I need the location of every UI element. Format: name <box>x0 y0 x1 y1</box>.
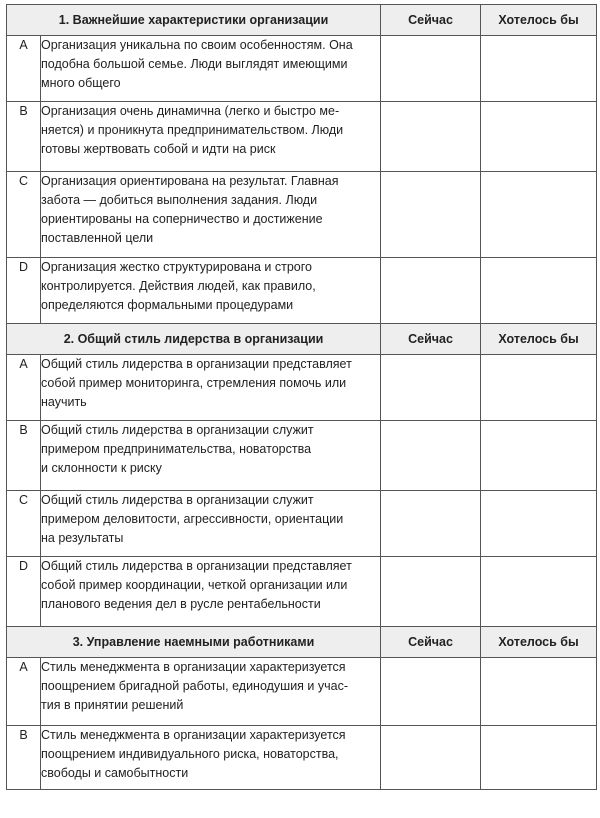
score-now-cell[interactable] <box>381 726 481 790</box>
score-now-cell[interactable] <box>381 172 481 258</box>
statement-row <box>7 172 597 258</box>
score-desired-cell[interactable] <box>481 658 597 726</box>
option-letter: B <box>7 421 41 491</box>
statement-line: поставленной цели <box>41 231 154 245</box>
statement-text <box>41 258 381 324</box>
score-desired-cell[interactable] <box>481 36 597 102</box>
statement-line: планового ведения дел в русле рентабельности <box>41 597 321 611</box>
statement-row <box>7 726 597 790</box>
statement-line: забота — добиться выполнения задания. Люди <box>41 193 318 207</box>
score-now-cell[interactable] <box>381 421 481 491</box>
score-desired-cell[interactable] <box>481 172 597 258</box>
statement-line: и склонности к риску <box>41 461 162 475</box>
section-header-row <box>7 627 597 658</box>
statement-line: научить <box>41 395 87 409</box>
score-now-cell[interactable] <box>381 102 481 172</box>
statement-line: собой пример мониторинга, стремления помочь или <box>41 376 347 390</box>
column-header-now: Сейчас <box>381 5 481 36</box>
statement-line: контролируется. Действия людей, как правило, <box>41 279 316 293</box>
section-title: 1. Важнейшие характеристики организации <box>7 5 381 36</box>
statement-line: примером предпринимательства, новаторства <box>41 442 312 456</box>
column-header-now: Сейчас <box>381 324 481 355</box>
score-desired-cell[interactable] <box>481 355 597 421</box>
section-title: 3. Управление наемными работниками <box>7 627 381 658</box>
statement-line: собой пример координации, четкой организации или <box>41 578 348 592</box>
statement-line: Организация ориентирована на результат. Главная <box>41 174 339 188</box>
section-header-row <box>7 5 597 36</box>
statement-text <box>41 658 381 726</box>
statement-line: много общего <box>41 76 121 90</box>
option-letter: A <box>7 355 41 421</box>
statement-line: подобна большой семье. Люди выглядят имеющими <box>41 57 348 71</box>
statement-line: на результаты <box>41 531 124 545</box>
score-desired-cell[interactable] <box>481 557 597 627</box>
statement-text <box>41 102 381 172</box>
statement-row <box>7 557 597 627</box>
score-now-cell[interactable] <box>381 658 481 726</box>
statement-line: Стиль менеджмента в организации характеризуется <box>41 660 346 674</box>
statement-line: Общий стиль лидерства в организации служит <box>41 423 314 437</box>
section-title: 2. Общий стиль лидерства в организации <box>7 324 381 355</box>
statement-line: Общий стиль лидерства в организации представляет <box>41 357 352 371</box>
statement-line: поощрением индивидуального риска, новаторства, <box>41 747 339 761</box>
statement-row <box>7 102 597 172</box>
statement-line: тия в принятии решений <box>41 698 184 712</box>
option-letter: B <box>7 726 41 790</box>
statement-line: Организация уникальна по своим особенностям. Она <box>41 38 353 52</box>
statement-line: свободы и самобытности <box>41 766 189 780</box>
score-desired-cell[interactable] <box>481 491 597 557</box>
section-header-row <box>7 324 597 355</box>
statement-line: ориентированы на соперничество и достижение <box>41 212 323 226</box>
option-letter: A <box>7 658 41 726</box>
statement-text <box>41 491 381 557</box>
column-header-desired: Хотелось бы <box>481 627 597 658</box>
statement-row <box>7 258 597 324</box>
statement-line: няется) и проникнута предпринимательством. Люди <box>41 123 344 137</box>
statement-line: поощрением бригадной работы, единодушия и учас- <box>41 679 349 693</box>
statement-text <box>41 557 381 627</box>
option-letter: C <box>7 172 41 258</box>
score-now-cell[interactable] <box>381 355 481 421</box>
statement-row <box>7 658 597 726</box>
score-desired-cell[interactable] <box>481 421 597 491</box>
statement-row <box>7 491 597 557</box>
statement-text <box>41 421 381 491</box>
statement-line: определяются формальными процедурами <box>41 298 294 312</box>
statement-line: готовы жертвовать собой и идти на риск <box>41 142 276 156</box>
statement-text <box>41 726 381 790</box>
statement-text <box>41 355 381 421</box>
option-letter: D <box>7 557 41 627</box>
statement-line: Общий стиль лидерства в организации представляет <box>41 559 352 573</box>
option-letter: C <box>7 491 41 557</box>
statement-line: Общий стиль лидерства в организации служит <box>41 493 314 507</box>
column-header-desired: Хотелось бы <box>481 5 597 36</box>
statement-line: примером деловитости, агрессивности, ориентации <box>41 512 344 526</box>
score-now-cell[interactable] <box>381 557 481 627</box>
option-letter: B <box>7 102 41 172</box>
option-letter: A <box>7 36 41 102</box>
score-desired-cell[interactable] <box>481 258 597 324</box>
column-header-desired: Хотелось бы <box>481 324 597 355</box>
score-now-cell[interactable] <box>381 258 481 324</box>
statement-text <box>41 172 381 258</box>
option-letter: D <box>7 258 41 324</box>
statement-line: Стиль менеджмента в организации характеризуется <box>41 728 346 742</box>
score-desired-cell[interactable] <box>481 726 597 790</box>
column-header-now: Сейчас <box>381 627 481 658</box>
score-now-cell[interactable] <box>381 491 481 557</box>
culture-assessment-table <box>6 4 597 790</box>
statement-row <box>7 355 597 421</box>
statement-text <box>41 36 381 102</box>
survey-body <box>7 5 597 790</box>
statement-line: Организация жестко структурирована и строго <box>41 260 312 274</box>
statement-line: Организация очень динамична (легко и быстро ме- <box>41 104 340 118</box>
score-desired-cell[interactable] <box>481 102 597 172</box>
statement-row <box>7 36 597 102</box>
statement-row <box>7 421 597 491</box>
score-now-cell[interactable] <box>381 36 481 102</box>
